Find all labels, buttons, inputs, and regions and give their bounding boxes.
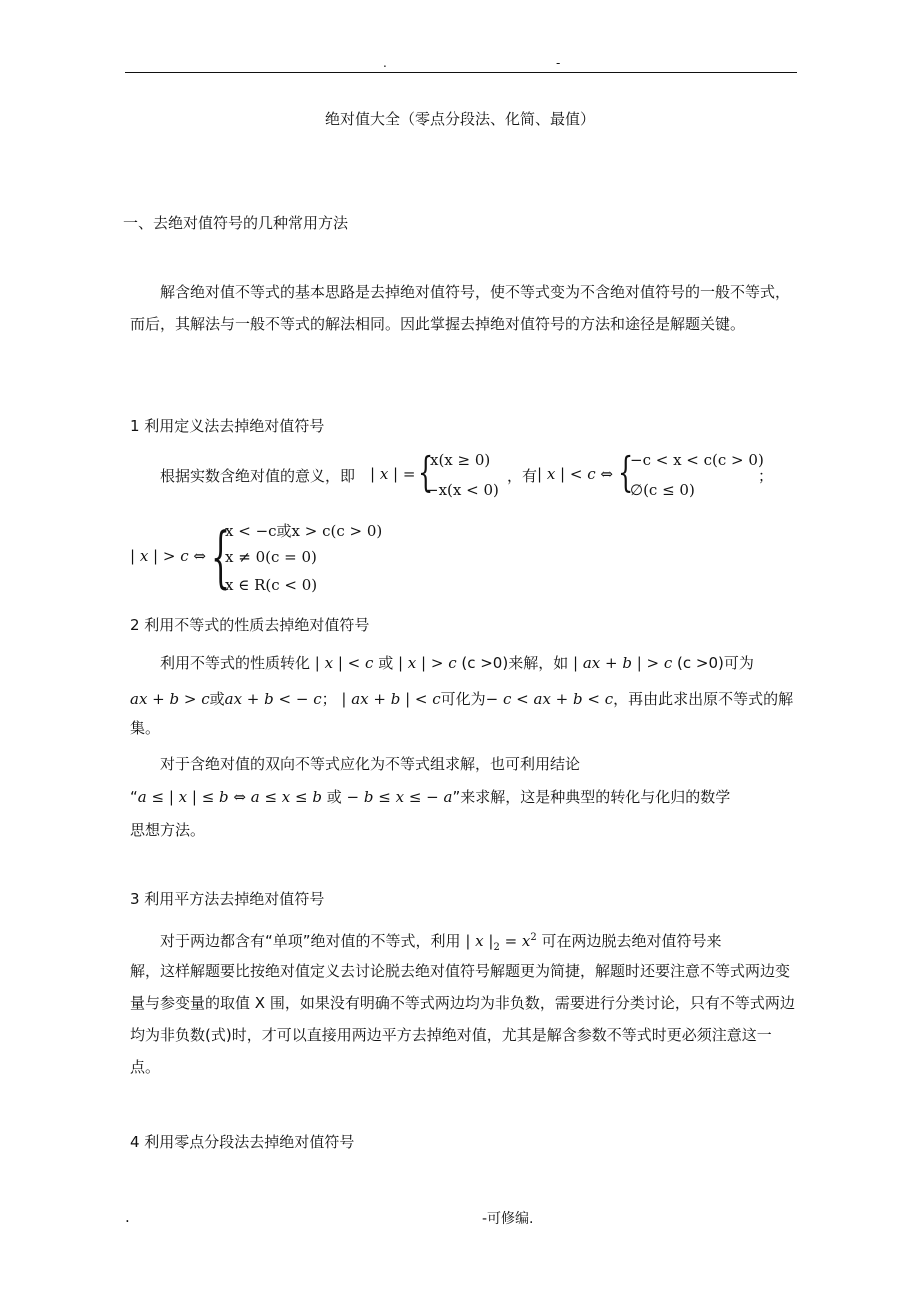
text: 或: [378, 654, 394, 672]
text: 对于两边都含有“单项”绝对值的不等式，利用: [160, 932, 461, 950]
text: ”来求解，这是种典型的转化与化归的数学: [452, 788, 731, 806]
text: (c >0)可为: [677, 654, 754, 672]
method4-heading: 4 利用零点分段法去掉绝对值符号: [130, 1133, 355, 1151]
formula: a ≤ | x | ≤ b ⇔ a ≤ x ≤ b: [137, 788, 322, 806]
left-brace: {: [618, 449, 634, 497]
text: ；: [321, 690, 337, 708]
left-brace: {: [211, 520, 231, 597]
formula: ax + b > c: [130, 690, 210, 708]
footer-left-mark: .: [125, 1208, 130, 1226]
formula: | x |: [465, 932, 494, 950]
section-heading: 一、去绝对值符号的几种常用方法: [123, 214, 349, 232]
abs-lt-c-equivalence: | x | < c ⇔: [537, 465, 613, 483]
method1-mid-text: ，有: [507, 467, 538, 485]
text: 利用不等式的性质转化: [160, 654, 311, 672]
method2-line3: 集。: [130, 719, 161, 737]
formula: | ax + b | < c: [341, 690, 441, 708]
superscript: 2: [530, 932, 537, 943]
text: 或: [326, 788, 342, 806]
text: “: [130, 788, 138, 806]
abs-gt-c-equivalence: | x | > c ⇔: [130, 547, 206, 565]
text: 可化为: [440, 690, 486, 708]
formula: = x: [504, 932, 531, 950]
lt-case-positive-c: −c < x < c(c > 0): [630, 451, 764, 469]
formula: − c < ax + b < c: [485, 690, 614, 708]
method2-line6: 思想方法。: [130, 821, 206, 839]
method3-paragraph: 解，这样解题要比按绝对值定义去讨论脱去绝对值符号解题更为简捷，解题时还要注意不等式两边变量与参变量的取值 X 围，如果没有明确不等式两边均为非负数，需要进行分类讨论，只有不等式两边均为非负数(式)时，才可以直接用两边平方去掉绝对值，尤其是解含参数不等式时更必须注意这一点。: [130, 962, 795, 1076]
gt-case-zero-c: x ≠ 0(c = 0): [225, 548, 317, 566]
header-right-mark: -: [556, 56, 561, 70]
method2-line5: [130, 786, 730, 807]
formula: − b ≤ x ≤ − a: [346, 788, 453, 806]
document-title: 绝对值大全（零点分段法、化简、最值）: [324, 110, 595, 128]
gt-case-negative-c: x ∈ R(c < 0): [225, 576, 318, 594]
method2-line2: [130, 688, 793, 709]
formula: | ax + b | > c: [573, 654, 673, 672]
lt-case-nonpositive-c: ∅(c ≤ 0): [630, 481, 695, 499]
header-left-mark: .: [383, 56, 387, 70]
method1-heading: 1 利用定义法去掉绝对值符号: [130, 417, 325, 435]
abs-x-definition: | x | =: [370, 465, 416, 483]
text: 或: [209, 690, 225, 708]
method2-heading: 2 利用不等式的性质去掉绝对值符号: [130, 616, 370, 634]
text: 可在两边脱去绝对值符号来: [541, 932, 722, 950]
subscript: 2: [493, 942, 500, 953]
formula: ax + b < − c: [224, 690, 322, 708]
method3-line1: [160, 930, 722, 953]
method2-line1: [160, 652, 754, 673]
semicolon: ；: [758, 467, 774, 485]
text: ，再由此求出原不等式的解: [613, 690, 794, 708]
left-brace: {: [418, 449, 434, 497]
gt-case-positive-c: x < −c或x > c(c > 0): [225, 522, 383, 540]
text: (c >0)来解，如: [461, 654, 569, 672]
header-rule: [125, 72, 797, 73]
method3-heading: 3 利用平方法去掉绝对值符号: [130, 890, 325, 908]
definition-case-negative: −x(x < 0): [426, 481, 499, 499]
formula: | x | > c: [397, 654, 457, 672]
method2-line4: 对于含绝对值的双向不等式应化为不等式组求解，也可利用结论: [160, 755, 581, 773]
intro-paragraph: 解含绝对值不等式的基本思路是去掉绝对值符号，使不等式变为不含绝对值符号的一般不等式，而后，其解法与一般不等式的解法相同。因此掌握去掉绝对值符号的方法和途径是解题关键。: [130, 283, 791, 333]
footer-center-text: -可修编.: [482, 1211, 534, 1227]
formula: | x | < c: [314, 654, 374, 672]
definition-case-nonnegative: x(x ≥ 0): [430, 451, 491, 469]
method1-lead: 根据实数含绝对值的意义，即: [160, 467, 356, 485]
